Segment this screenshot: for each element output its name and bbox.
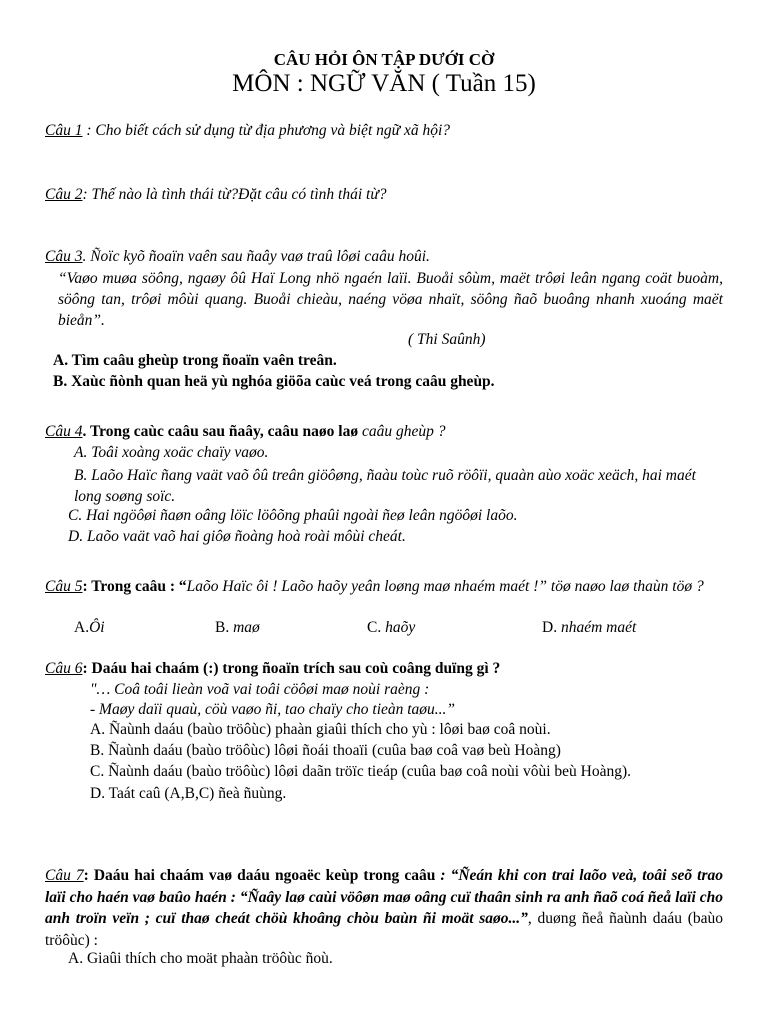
question-5-colon: : Trong caâu : “	[82, 578, 187, 595]
question-7-quote: : “Ñeán khi con trai laõo veà, toâi seõ trao laïi cho haén vaø baûo haén : “Ñaây laø caùi vöôøn maø oâng cuï thaân sinh ra anh ñaõ coá ñeå laïi cho anh troïn veïn ; cuï thaø cheát chöù khoâng chòu baùn ñi moät saøo...”	[45, 867, 724, 927]
question-2-text: : Thế nào là tình thái từ?Đặt câu có tình thái từ?	[82, 186, 387, 203]
question-3-source: ( Thi Saûnh)	[408, 331, 486, 348]
question-3-task-b: B. Xaùc ñònh quan heä yù nghóa giöõa caùc veá trong caâu gheùp.	[53, 373, 495, 390]
question-4-option-c: C. Hai ngöôøi ñaøn oâng löïc löôõng phaûi ngoài ñeø leân ngöôøi laõo.	[68, 507, 518, 524]
question-3-text: . Ñoïc kyõ ñoaïn vaên sau ñaây vaø traû lôøi caâu hoûi.	[82, 248, 430, 265]
question-5-quote: Laõo Haïc ôi ! Laõo haõy yeân loøng maø nhaém maét !	[186, 578, 539, 595]
question-4-option-a: A. Toâi xoàng xoäc chaïy vaøo.	[74, 444, 269, 461]
question-4-option-d: D. Laõo vaät vaõ hai giôø ñoàng hoà roài môùi cheát.	[68, 528, 406, 545]
question-4-text: . Trong caùc caâu sau ñaây, caâu naøo laø	[82, 423, 359, 440]
question-5-option-a: A.Ôi	[74, 619, 105, 636]
question-7-label: Câu 7	[45, 867, 84, 884]
question-5-label: Câu 5	[45, 578, 83, 595]
question-4-option-b: B. Laõo Haïc ñang vaät vaõ ôû treân giöôøng, ñaàu toùc ruõ röôïi, quaàn aùo xoäc xeäch, hai maét long soøng soïc.	[74, 467, 696, 505]
question-6-option-d: D. Taát caû (A,B,C) ñeà ñuùng.	[90, 785, 287, 802]
question-7-text: : Daáu hai chaám vaø daáu ngoaëc keùp trong caâu	[83, 867, 436, 884]
question-4-label: Câu 4	[45, 423, 83, 440]
question-3	[45, 248, 430, 266]
question-7	[45, 865, 723, 951]
question-7-after: , duøng ñeå ñaùnh daáu (baùo tröôùc) :	[45, 910, 723, 949]
question-3-quote: “Vaøo muøa söông, ngaøy ôû Haï Long nhö ngaén laïi. Buoåi sôùm, maët trôøi leân ngang coät buoàm, söông tan, trôøi môùi quang. Buoåi chieàu, naéng vöøa nhaït, söông ñaõ buoâng nhanh xuoáng maët bieån”.	[58, 270, 723, 329]
question-5-option-c: C. haõy	[367, 619, 416, 636]
question-6-label: Câu 6	[45, 660, 83, 677]
question-6	[45, 660, 500, 678]
question-6-option-a: A. Ñaùnh daáu (baùo tröôùc) phaàn giaûi thích cho yù : lôøi baø coâ noùi.	[90, 721, 551, 738]
question-6-option-c: C. Ñaùnh daáu (baùo tröôùc) lôøi daãn tröïc tieáp (cuûa baø coâ noùi vôùi beù Hoàng).	[90, 763, 632, 780]
question-6-option-b: B. Ñaùnh daáu (baùo tröôùc) lôøi ñoái thoaïi (cuûa baø coâ vaø beù Hoàng)	[90, 742, 561, 759]
question-5	[45, 576, 723, 597]
question-1-label: Câu 1	[45, 122, 83, 139]
question-4	[45, 423, 445, 441]
document-title: CÂU HỎI ÔN TẬP DƯỚI CỜ	[273, 50, 495, 69]
document-subtitle: MÔN : NGỮ VĂN ( Tuần 15)	[232, 70, 536, 97]
question-6-quote-line-1: "… Coâ toâi lieàn voã vai toâi cöôøi maø noùi raèng :	[90, 681, 430, 698]
question-7-option-a: A. Giaûi thích cho moät phaàn tröôùc ñoù.	[68, 950, 333, 967]
question-6-text: : Daáu hai chaám (:) trong ñoaïn trích sau coù coâng duïng gì ?	[82, 660, 501, 677]
question-3-task-a: A. Tìm caâu gheùp trong ñoaïn vaên treân.	[53, 352, 337, 369]
question-1-text: : Cho biết cách sử dụng từ địa phương và biệt ngữ xã hội?	[82, 122, 451, 139]
question-6-quote-line-2: - Maøy daïi quaù, cöù vaøo ñi, tao chaïy cho tieàn taøu...”	[90, 701, 456, 718]
question-4-tail: caâu gheùp ?	[358, 423, 446, 440]
question-2-label: Câu 2	[45, 186, 83, 203]
question-5-option-b: B. maø	[215, 619, 260, 636]
question-1	[45, 122, 450, 140]
question-2	[45, 186, 387, 204]
question-5-after: ” töø naøo laø thaùn töø ?	[538, 578, 704, 595]
question-5-option-d: D. nhaém maét	[542, 619, 637, 636]
question-3-label: Câu 3	[45, 248, 83, 265]
